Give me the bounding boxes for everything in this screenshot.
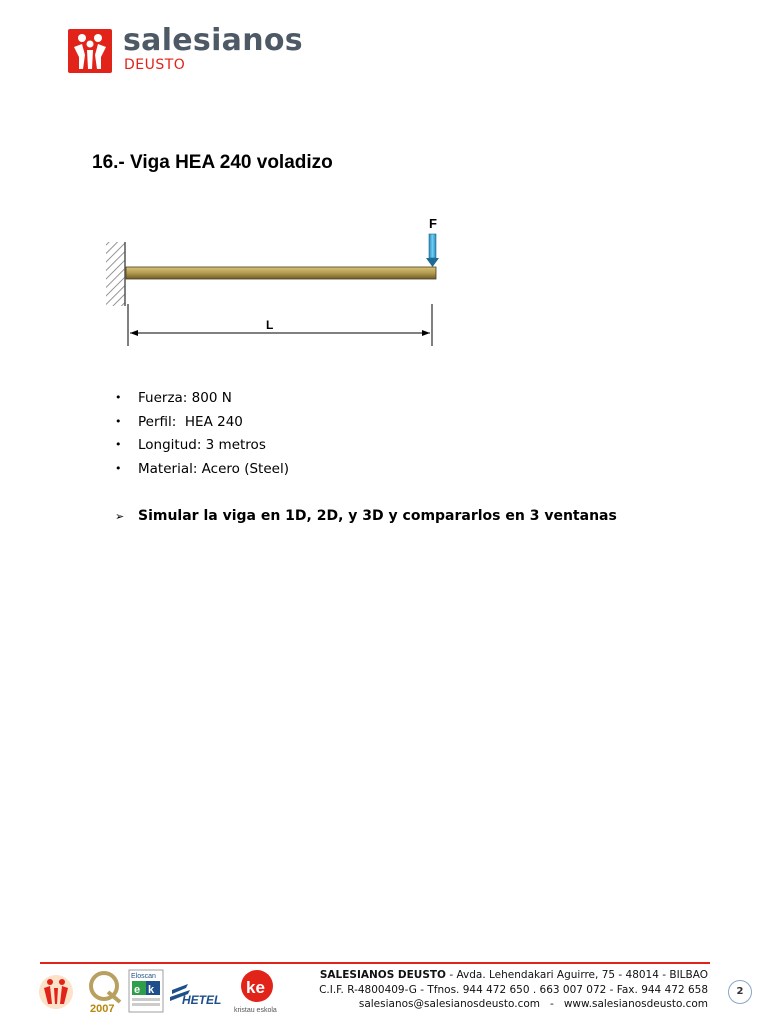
header-logo	[68, 23, 328, 77]
q-year-label: 2007	[90, 1003, 115, 1014]
list-item	[115, 435, 289, 459]
page-title: 16.- Viga HEA 240 voladizo	[92, 152, 333, 173]
euskalit-logo-icon	[129, 970, 163, 1012]
footer-divider	[40, 962, 710, 964]
spec-force: Fuerza: 800 N	[138, 390, 232, 406]
list-item	[115, 459, 289, 483]
footer-address: - Avda. Lehendakari Aguirre, 75 - 48014 - BILBAO	[446, 969, 708, 981]
logo-subtitle: DEUSTO	[124, 57, 186, 73]
arrow-bullet-icon: ➢	[115, 510, 125, 523]
svg-text:ke: ke	[246, 978, 265, 997]
footer-logos	[38, 968, 288, 1014]
salesianos-logo-icon	[68, 29, 112, 73]
force-label: F	[429, 216, 437, 231]
footer-phones: C.I.F. R-4800409-G - Tfnos. 944 472 650 . 663 007 072 - Fax. 944 472 658	[319, 983, 708, 996]
footer-org-name: SALESIANOS DEUSTO	[319, 969, 446, 981]
logo-wordmark: salesianos	[123, 23, 303, 58]
spec-profile: Perfil: HEA 240	[138, 413, 243, 430]
footer-web: salesianos@salesianosdeusto.com - www.salesianosdeusto.com	[358, 998, 708, 1010]
kristau-eskola-logo-icon	[234, 970, 277, 1014]
bullet-icon: •	[115, 461, 122, 475]
fixed-support	[106, 242, 125, 306]
list-item	[115, 412, 289, 436]
footer-contact	[319, 968, 708, 1012]
force-arrow-icon	[426, 234, 439, 267]
kristau-label: kristau eskola	[234, 1007, 277, 1014]
task-instruction	[115, 508, 617, 524]
quality-q-logo-icon	[90, 973, 120, 1014]
euskalit-label: Eloscan	[131, 973, 156, 980]
bullet-icon: •	[115, 414, 122, 428]
length-dimension	[128, 304, 432, 346]
beam	[126, 267, 436, 279]
list-item	[115, 388, 289, 412]
spec-material: Material: Acero (Steel)	[138, 460, 289, 477]
length-label: L	[266, 318, 274, 332]
hetel-logo-icon	[170, 984, 221, 1007]
task-text: Simular la viga en 1D, 2D, y 3D y compararlos en 3 ventanas	[138, 508, 617, 524]
svg-text:k: k	[148, 984, 155, 996]
spec-length: Longitud: 3 metros	[138, 437, 266, 454]
spec-list	[115, 388, 289, 482]
salesianos-footer-logo-icon	[39, 975, 73, 1009]
cantilever-beam-diagram	[96, 212, 456, 352]
footer-address-line	[319, 968, 708, 983]
page-number: 2	[728, 980, 752, 1004]
hetel-label: HETEL	[182, 993, 222, 1007]
bullet-icon: •	[115, 438, 122, 452]
svg-text:e: e	[134, 984, 141, 996]
bullet-icon: •	[115, 391, 122, 404]
